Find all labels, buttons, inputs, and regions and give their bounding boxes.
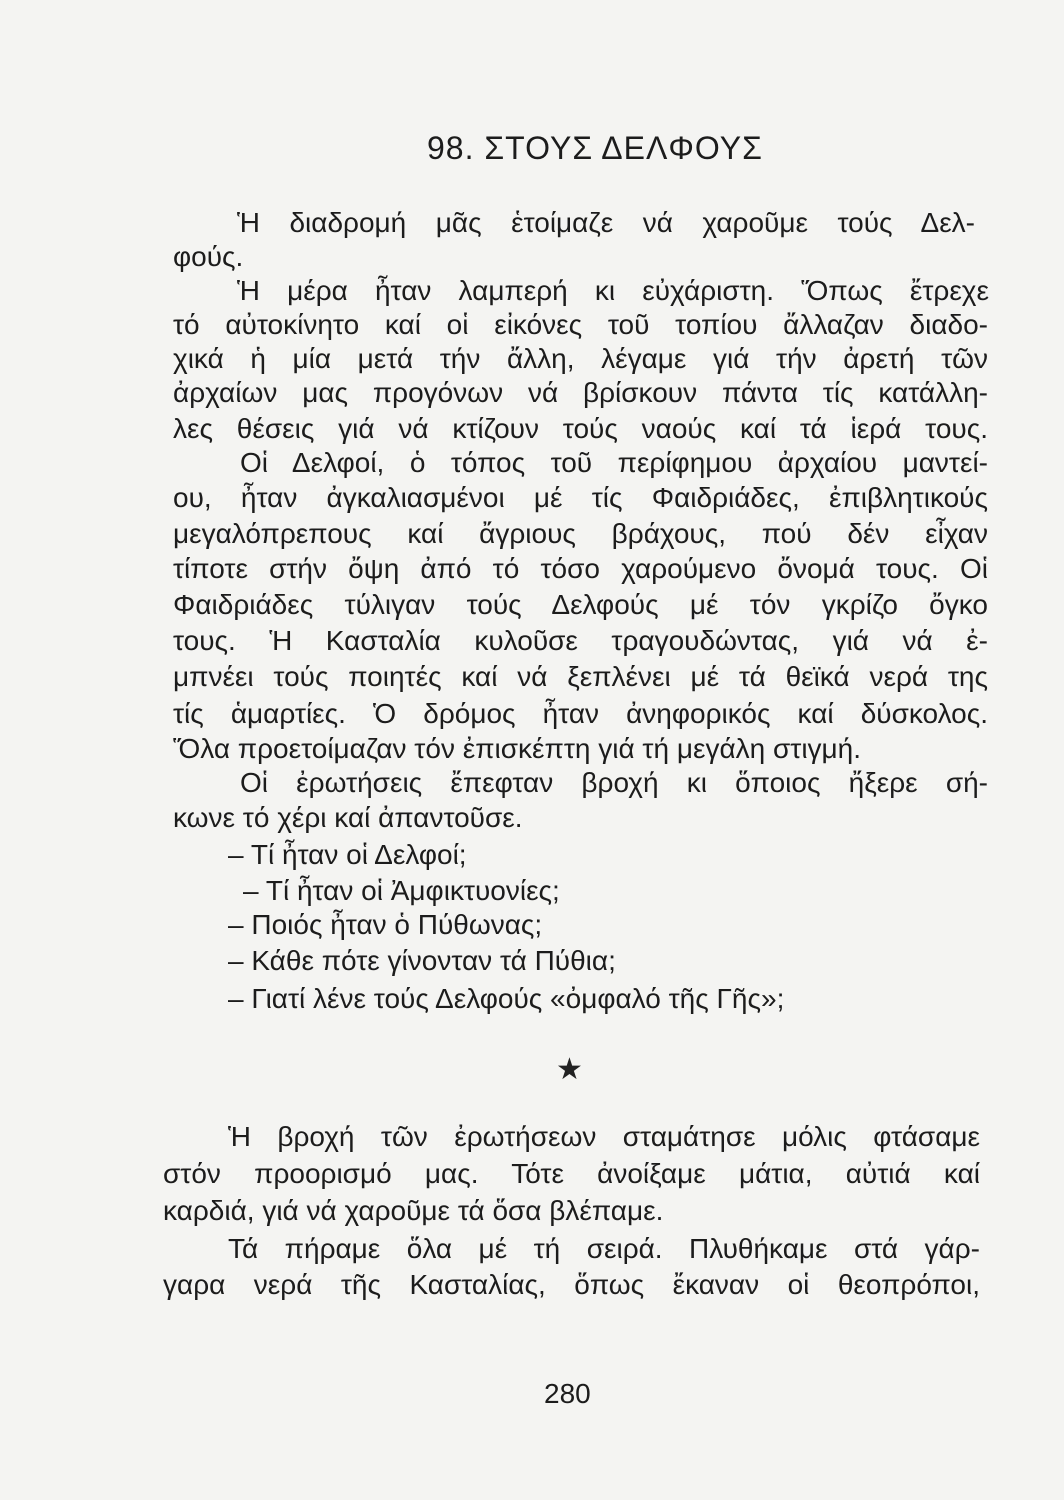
text-line: τίποτε στήν ὄψη ἀπό τό τόσο χαρούμενο ὄνομά τους. Οἱ	[173, 553, 988, 584]
question-item: – Γιατί λένε τούς Δελφούς «ὀμφαλό τῆς Γῆς»;	[228, 983, 785, 1014]
text-line: Φαιδριάδες τύλιγαν τούς Δελφούς μέ τόν γκρίζο ὄγκο	[173, 589, 988, 620]
text-line: Οἱ ἐρωτήσεις ἔπεφταν βροχή κι ὅποιος ἤξερε σή-	[240, 767, 988, 798]
text-line: καρδιά, γιά νά χαροῦμε τά ὅσα βλέπαμε.	[163, 1195, 664, 1226]
separator-star: ★	[556, 1053, 583, 1086]
question-item: – Κάθε πότε γίνονταν τά Πύθια;	[228, 945, 616, 976]
text-line: ἀρχαίων μας προγόνων νά βρίσκουν πάντα τίς κατάλλη-	[173, 377, 988, 408]
question-item: – Τί ἦταν οἱ Ἀμφικτυονίες;	[243, 875, 560, 906]
text-line: τό αὐτοκίνητο καί οἱ εἰκόνες τοῦ τοπίου ἄλλαζαν διαδο-	[173, 309, 988, 340]
text-line: τους. Ἡ Κασταλία κυλοῦσε τραγουδώντας, γιά νά ἐ-	[173, 625, 988, 656]
question-item: – Ποιός ἦταν ὁ Πύθωνας;	[228, 909, 543, 940]
text-line: Ἡ βροχή τῶν ἐρωτήσεων σταμάτησε μόλις φτάσαμε	[228, 1121, 980, 1152]
text-line: τίς ἁμαρτίες. Ὁ δρόμος ἦταν ἀνηφορικός καί δύσκολος.	[173, 698, 988, 729]
page-number: 280	[544, 1378, 591, 1409]
text-line: Ἡ διαδρομή μᾶς ἑτοίμαζε νά χαροῦμε τούς Δελ-	[237, 207, 975, 238]
text-line: κωνε τό χέρι καί ἀπαντοῦσε.	[173, 802, 523, 833]
text-line: μπνέει τούς ποιητές καί νά ξεπλένει μέ τά θεϊκά νερά της	[173, 661, 988, 692]
text-line: Οἱ Δελφοί, ὁ τόπος τοῦ περίφημου ἀρχαίου μαντεί-	[240, 447, 988, 478]
text-line: μεγαλόπρεπους καί ἄγριους βράχους, πού δέν εἶχαν	[173, 518, 988, 549]
text-line: λες θέσεις γιά νά κτίζουν τούς ναούς καί τά ἱερά τους.	[173, 413, 988, 444]
text-line: στόν προορισμό μας. Τότε ἀνοίξαμε μάτια, αὐτιά καί	[163, 1158, 980, 1189]
text-line: χικά ἡ μία μετά τήν ἄλλη, λέγαμε γιά τήν ἀρετή τῶν	[173, 343, 988, 374]
text-line: Ἡ μέρα ἦταν λαμπερή κι εὐχάριστη. Ὅπως ἔτρεχε	[237, 275, 989, 306]
text-line: γαρα νερά τῆς Κασταλίας, ὅπως ἔκαναν οἱ θεοπρόποι,	[163, 1269, 980, 1300]
question-item: – Τί ἦταν οἱ Δελφοί;	[228, 839, 467, 870]
text-line: Τά πήραμε ὅλα μέ τή σειρά. Πλυθήκαμε στά γάρ-	[228, 1233, 980, 1264]
text-line: ου, ἦταν ἀγκαλιασμένοι μέ τίς Φαιδριάδες, ἐπιβλητικούς	[173, 482, 988, 513]
text-line: φούς.	[173, 241, 244, 272]
text-line: Ὅλα προετοίμαζαν τόν ἐπισκέπτη γιά τή μεγάλη στιγμή.	[173, 733, 862, 764]
chapter-title: 98. ΣΤΟΥΣ ΔΕΛΦΟΥΣ	[427, 130, 763, 166]
